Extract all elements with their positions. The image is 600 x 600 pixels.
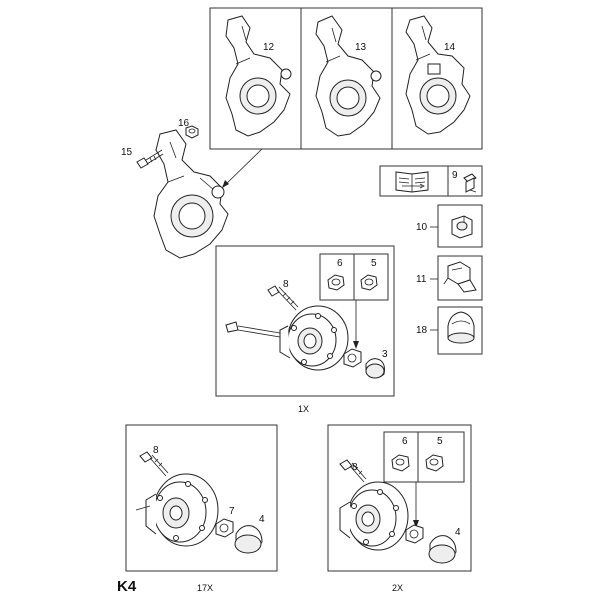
callout-8-b: 8: [153, 445, 159, 456]
cap-4-a: [235, 526, 262, 553]
page-code: K4: [117, 578, 137, 595]
manual-reference-box: [380, 166, 448, 196]
callout-5-a: 5: [371, 258, 377, 269]
callout-4-a: 4: [259, 514, 265, 525]
callout-3: 3: [382, 349, 388, 360]
callout-18: 18: [416, 325, 428, 336]
cap-3: [366, 359, 385, 378]
callout-14: 14: [444, 42, 456, 53]
cap-4-b: [429, 536, 456, 563]
hub-assembly-box-2x: [328, 425, 471, 571]
quantity-bottom-left: 17X: [197, 583, 214, 593]
hub-assembly-box: [216, 246, 394, 396]
quantity-center: 1X: [298, 404, 310, 414]
callout-4-b: 4: [455, 527, 461, 538]
callout-5-b: 5: [437, 436, 443, 447]
arrow-variants-to-knuckle: [222, 149, 262, 188]
callout-8-c: 8: [352, 462, 358, 473]
callout-12: 12: [263, 42, 275, 53]
bracket-10: [452, 216, 472, 238]
knuckle-variants-box: [210, 8, 482, 149]
quantity-bottom-right: 2X: [392, 583, 404, 593]
part-10-box: [438, 205, 482, 247]
callout-6-a: 6: [337, 258, 343, 269]
callout-11: 11: [416, 274, 427, 285]
callout-9: 9: [452, 170, 458, 181]
callout-16: 16: [178, 118, 190, 129]
callout-13: 13: [355, 42, 367, 53]
part-18-box: [438, 307, 482, 354]
callout-7: 7: [229, 506, 235, 517]
hub-assembly-box-17x: [126, 425, 277, 571]
callout-8-a: 8: [283, 279, 289, 290]
part-11-box: [438, 256, 482, 300]
open-book-wrench-icon: [396, 172, 428, 192]
dust-cap-18: [448, 312, 474, 343]
callout-6-b: 6: [402, 436, 408, 447]
callout-15: 15: [121, 147, 133, 158]
callout-10: 10: [416, 222, 428, 233]
